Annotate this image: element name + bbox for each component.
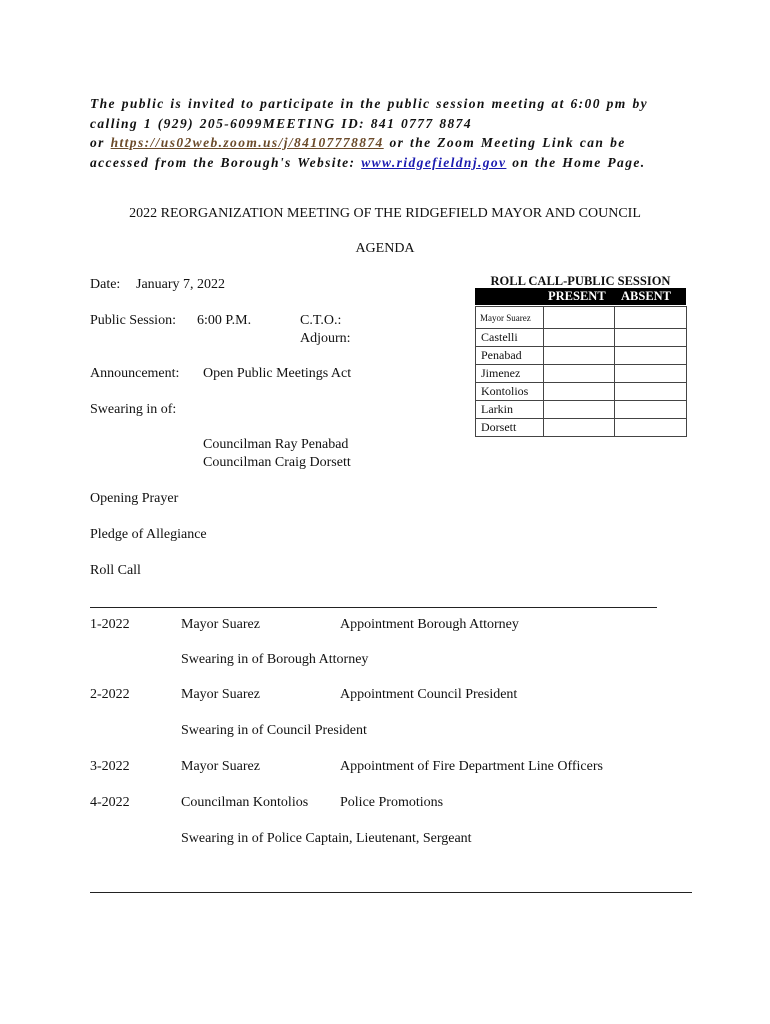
resolution-number: 2-2022 <box>90 687 130 702</box>
present-cell[interactable] <box>543 419 615 437</box>
resolution-number: 4-2022 <box>90 795 130 810</box>
resolution-title: Appointment of Fire Department Line Officers <box>340 759 603 774</box>
public-notice <box>90 94 690 172</box>
member-name: Penabad <box>476 347 544 365</box>
roll-call-title: ROLL CALL-PUBLIC SESSION <box>490 274 671 288</box>
resolution-sponsor: Mayor Suarez <box>181 617 260 632</box>
roll-call-table <box>475 306 687 437</box>
table-row <box>476 401 687 419</box>
resolution-note: Swearing in of Borough Attorney <box>181 652 369 667</box>
absent-cell[interactable] <box>615 307 687 329</box>
absent-cell[interactable] <box>615 383 687 401</box>
absent-cell[interactable] <box>615 347 687 365</box>
roll-call-header <box>475 288 686 305</box>
resolution-number: 1-2022 <box>90 617 130 632</box>
table-row <box>476 329 687 347</box>
table-row <box>476 383 687 401</box>
notice-zoom-text: or the Zoom Meeting Link can be <box>389 135 626 150</box>
resolution-title: Appointment Council President <box>340 687 518 702</box>
borough-website-link[interactable]: www.ridgefieldnj.gov <box>361 154 507 170</box>
announcement-value: Open Public Meetings Act <box>203 366 352 381</box>
notice-home-page-text: on the Home Page. <box>512 154 646 170</box>
present-cell[interactable] <box>543 383 615 401</box>
opening-item: Roll Call <box>90 563 141 578</box>
resolution-title: Appointment Borough Attorney <box>340 617 519 632</box>
notice-website-text: accessed from the Borough's Website: <box>90 154 356 170</box>
section-divider <box>90 607 657 608</box>
resolution-note: Swearing in of Council President <box>181 723 367 738</box>
announcement-label: Announcement: <box>90 366 180 381</box>
table-row <box>476 307 687 329</box>
date-label: Date: <box>90 277 121 292</box>
table-row <box>476 419 687 437</box>
adjourn-label: Adjourn: <box>300 331 351 346</box>
resolution-sponsor: Mayor Suarez <box>181 759 260 774</box>
notice-or: or <box>90 135 105 150</box>
swearing-label: Swearing in of: <box>90 402 177 417</box>
notice-line-3 <box>90 133 690 153</box>
resolution-title: Police Promotions <box>340 795 444 810</box>
table-row <box>476 347 687 365</box>
present-cell[interactable] <box>543 307 615 329</box>
member-name: Dorsett <box>476 419 544 437</box>
resolution-sponsor: Councilman Kontolios <box>181 795 309 810</box>
member-name: Mayor Suarez <box>476 307 544 329</box>
cto-label: C.T.O.: <box>300 313 342 328</box>
present-cell[interactable] <box>543 329 615 347</box>
page-title: 2022 REORGANIZATION MEETING OF THE RIDGEFIELD MAYOR AND COUNCIL <box>129 206 641 221</box>
public-session-time: 6:00 P.M. <box>197 313 252 328</box>
notice-line-4 <box>90 153 690 173</box>
notice-line-1: The public is invited to participate in the public session meeting at 6:00 pm by <box>90 96 648 111</box>
member-name: Kontolios <box>476 383 544 401</box>
zoom-link[interactable]: https://us02web.zoom.us/j/84107778874 <box>110 135 384 150</box>
footer-divider <box>90 892 692 893</box>
absent-cell[interactable] <box>615 401 687 419</box>
member-name: Castelli <box>476 329 544 347</box>
absent-cell[interactable] <box>615 365 687 383</box>
present-column-header: PRESENT <box>548 289 606 303</box>
notice-line-2: calling 1 (929) 205-6099MEETING ID: 841 0777 8874 <box>90 115 472 131</box>
resolution-number: 3-2022 <box>90 759 130 774</box>
present-cell[interactable] <box>543 347 615 365</box>
absent-cell[interactable] <box>615 329 687 347</box>
opening-item: Opening Prayer <box>90 491 179 506</box>
member-name: Jimenez <box>476 365 544 383</box>
date-value: January 7, 2022 <box>136 277 226 292</box>
table-row <box>476 365 687 383</box>
present-cell[interactable] <box>543 401 615 419</box>
absent-cell[interactable] <box>615 419 687 437</box>
agenda-heading: AGENDA <box>355 241 415 256</box>
member-name: Larkin <box>476 401 544 419</box>
public-session-label: Public Session: <box>90 313 176 328</box>
resolution-note: Swearing in of Police Captain, Lieutenant, Sergeant <box>181 831 472 846</box>
sworn-member: Councilman Ray Penabad <box>203 437 349 452</box>
present-cell[interactable] <box>543 365 615 383</box>
sworn-member: Councilman Craig Dorsett <box>203 455 351 470</box>
absent-column-header: ABSENT <box>621 289 672 303</box>
resolution-sponsor: Mayor Suarez <box>181 687 260 702</box>
opening-item: Pledge of Allegiance <box>90 527 207 542</box>
